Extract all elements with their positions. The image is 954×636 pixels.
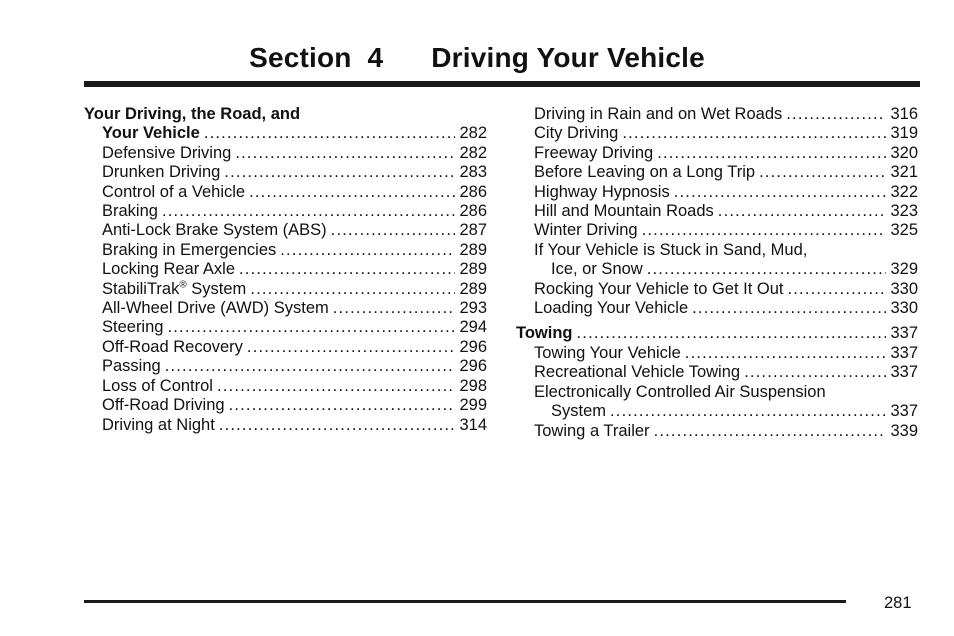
toc-entry-page: 314 [459,415,487,434]
toc-entry [84,396,487,415]
toc-entry-title: Towing Your Vehicle [534,343,681,362]
toc-entry [516,221,918,240]
toc-entry [516,363,918,382]
dot-leader [654,422,887,441]
toc-entry-title: Recreational Vehicle Towing [534,363,741,382]
dot-leader [647,260,887,279]
toc-entry-page: 282 [459,124,487,143]
toc-entry-page: 298 [459,376,487,395]
dot-leader [610,402,886,421]
toc-entry [84,260,487,279]
toc-entry-page: 337 [890,402,918,421]
header-rule [84,81,920,87]
toc-entry-page: 330 [890,279,918,298]
dot-leader [718,202,887,221]
toc-entry-title: Your Vehicle [102,124,200,143]
toc-right-entries-a [516,105,918,241]
toc-entry [516,344,918,363]
toc-entry-page: 337 [890,324,918,343]
toc-group-heading: Your Driving, the Road, and [84,105,301,123]
toc-entry-title: Off-Road Driving [102,396,225,415]
toc-entry [516,202,918,221]
toc-suspension-line1: Electronically Controlled Air Suspension [534,382,826,401]
toc-entry-title: City Driving [534,124,619,143]
toc-entry [516,299,918,318]
dot-leader [229,396,456,415]
dot-leader [239,260,455,279]
toc-entry-title: Rocking Your Vehicle to Get It Out [534,279,784,298]
toc-entry-page: 286 [459,182,487,201]
toc-entry [516,183,918,202]
dot-leader [759,163,886,182]
toc-entry-page: 321 [890,163,918,182]
toc-entry-page: 286 [459,202,487,221]
toc-entry [84,202,487,221]
toc-entry [516,260,918,279]
dot-leader [787,280,886,299]
toc-entry-title: Defensive Driving [102,143,232,162]
toc-entry [516,144,918,163]
dot-leader [165,357,456,376]
toc-entry [84,280,487,299]
toc-entry-title: Winter Driving [534,221,638,240]
toc-suspension-line2 [516,402,918,421]
toc-entry-page: 293 [459,299,487,318]
toc-entry-title: System [551,402,607,421]
dot-leader [786,105,886,124]
toc-entry-page: 294 [459,318,487,337]
toc-towing-heading [516,324,918,343]
toc-entry-page: 322 [890,182,918,201]
toc-entry-title: Passing [102,357,161,376]
toc-entry-page: 330 [890,299,918,318]
toc-entry-page: 289 [459,240,487,259]
dot-leader [235,144,455,163]
toc-entry [516,324,918,343]
toc-entry [84,144,487,163]
dot-leader [280,241,455,260]
toc-entry [84,183,487,202]
toc-entry [84,318,487,337]
toc-trailer-entry [516,422,918,441]
toc-entry-title: Freeway Driving [534,143,654,162]
toc-entry-title: Towing [516,324,573,343]
toc-entry-title: Steering [102,318,164,337]
toc-entry-page: 325 [890,221,918,240]
registered-mark: ® [179,279,187,291]
toc-entry-page: 283 [459,163,487,182]
dot-leader [642,221,887,240]
toc-entry-title: StabiliTrak® System [102,279,247,298]
toc-entry-page: 289 [459,260,487,279]
toc-right-column [516,105,918,441]
dot-leader [333,299,456,318]
dot-leader [674,183,887,202]
dot-leader [685,344,887,363]
dot-leader [622,124,886,143]
toc-entry-title: Braking in Emergencies [102,240,277,259]
dot-leader [217,377,455,396]
toc-entry-page: 296 [459,357,487,376]
toc-entry-title: Ice, or Snow [551,260,643,279]
toc-entry [84,416,487,435]
dot-leader [657,144,886,163]
toc-entry-title: Hill and Mountain Roads [534,202,714,221]
toc-entry [516,124,918,143]
page-number: 281 [884,594,912,612]
toc-entry-page: 329 [890,260,918,279]
toc-entry [516,422,918,441]
toc-entry [84,377,487,396]
toc-right-entries-b [516,280,918,319]
toc-entry [84,221,487,240]
dot-leader [692,299,886,318]
toc-entry-title: Anti-Lock Brake System (ABS) [102,221,327,240]
toc-entry-page: 337 [890,363,918,382]
toc-stuck-line2 [516,260,918,279]
toc-entry-title: Loading Your Vehicle [534,299,689,318]
toc-towing-entries [516,344,918,383]
dot-leader [224,163,455,182]
dot-leader [744,363,886,382]
toc-entry-page: 323 [890,202,918,221]
toc-entry-page: 299 [459,396,487,415]
toc-entry-title: Driving at Night [102,415,215,434]
toc-entry-page: 287 [459,221,487,240]
dot-leader [249,183,455,202]
toc-entry [516,280,918,299]
footer-rule [84,600,846,603]
toc-entry-page: 282 [459,143,487,162]
toc-entry [84,241,487,260]
toc-entry-title: Loss of Control [102,376,213,395]
toc-entry-page: 319 [890,124,918,143]
toc-entry-title: Off-Road Recovery [102,337,243,356]
toc-entry-title: Driving in Rain and on Wet Roads [534,105,783,123]
toc-entry-page: 320 [890,143,918,162]
toc-entry [84,124,487,143]
toc-entry [516,163,918,182]
toc-entry [84,338,487,357]
dot-leader [331,221,456,240]
toc-entry-title: Control of a Vehicle [102,182,246,201]
toc-entry [84,299,487,318]
toc-left-entries [84,124,487,435]
dot-leader [162,202,456,221]
dot-leader [219,416,456,435]
toc-entry-title: Before Leaving on a Long Trip [534,163,756,182]
toc-entry-page: 339 [890,421,918,440]
dot-leader [204,124,456,143]
dot-leader [247,338,456,357]
toc-entry-title: Braking [102,202,158,221]
dot-leader [250,280,455,299]
toc-entry-page: 337 [890,343,918,362]
toc-entry [84,357,487,376]
toc-entry-title: All-Wheel Drive (AWD) System [102,299,329,318]
section-title: Section 4 Driving Your Vehicle [249,42,705,73]
toc-entry-page: 296 [459,337,487,356]
toc-entry-page: 289 [459,279,487,298]
toc-stuck-line1: If Your Vehicle is Stuck in Sand, Mud, [534,240,808,259]
toc-entry [84,163,487,182]
toc-entry [516,402,918,421]
toc-entry-title: Locking Rear Axle [102,260,235,279]
toc-entry-title: Highway Hypnosis [534,182,670,201]
toc-entry [516,105,918,124]
dot-leader [577,324,887,343]
toc-left-column [84,105,487,435]
toc-entry-title: Drunken Driving [102,163,221,182]
toc-entry-page: 316 [890,105,918,123]
toc-entry-title: Towing a Trailer [534,421,650,440]
dot-leader [167,318,455,337]
